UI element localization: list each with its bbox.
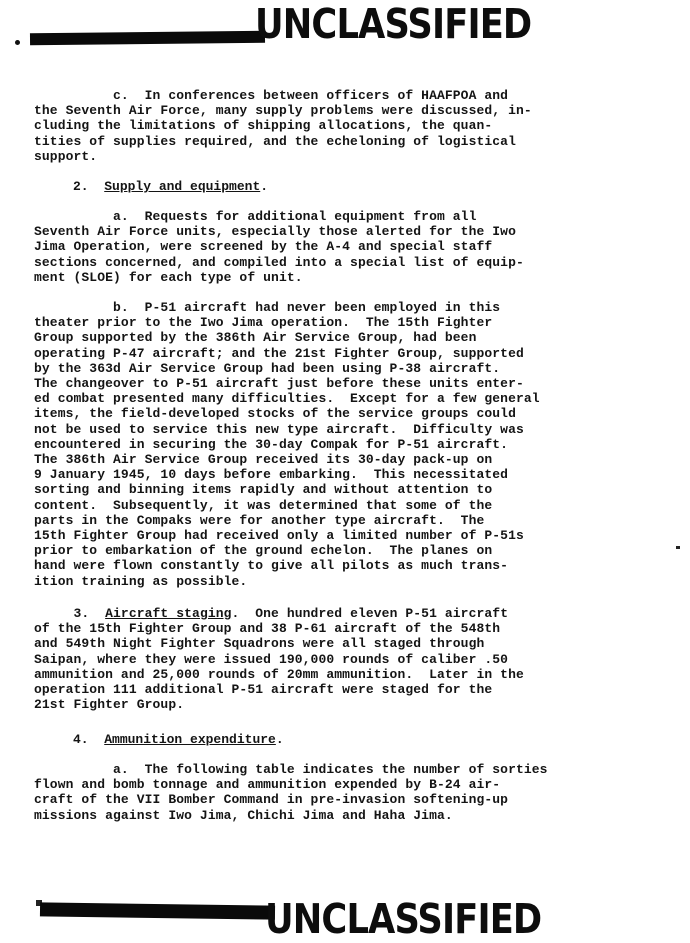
redaction-bar-bottom [40, 902, 275, 919]
section-3-paragraph: 3. Aircraft staging. One hundred eleven P-51 aircraft of the 15th Fighter Group and 38 P-61 aircraft of the 548th and 549th Night Fighter Squadrons were all staged through Saipan, where they were issued 190,000 rounds of caliber .50 ammunition and 25,000 rounds of 20mm ammunition. Later in the operation 111 additional P-51 aircraft were staged for the 21st Fighter Group. [34, 606, 524, 713]
paragraph-c: c. In conferences between officers of HAAFPOA and the Seventh Air Force, many supply problems were discussed, in- cluding the limitations of shipping allocations, the quan- tities of supplies required, and the echeloning of logistical support. [34, 88, 532, 164]
paragraph-4a: a. The following table indicates the number of sorties flown and bomb tonnage and ammunition expended by B-24 air- craft of the VII Bomber Command in pre-invasion softening-up missions against Iwo Jima, Chichi Jima and Haha Jima. [34, 762, 548, 823]
ink-speck [15, 40, 20, 45]
section-2-title: Supply and equipment [104, 179, 261, 194]
redaction-bar-top [30, 31, 265, 45]
section-4-heading: 4. Ammunition expenditure. [34, 732, 284, 747]
paragraph-2a: a. Requests for additional equipment from all Seventh Air Force units, especially those alerted for the Iwo Jima Operation, were screened by the A-4 and special staff sections concerned, and compiled into a special list of equip- ment (SLOE) for each type of unit. [34, 209, 524, 285]
paragraph-2b: b. P-51 aircraft had never been employed in this theater prior to the Iwo Jima operation. The 15th Fighter Group supported by the 386th Air Service Group, had been operating P-47 aircraft; and the 21st Fighter Group, supported by the 363d Air Service Group had been using P-38 aircraft. The changeover to P-51 aircraft just before these units enter- ed combat presented many difficulties. Except for a few general items, the field-developed stocks of the service groups could not be used to service this new type aircraft. Difficulty was encountered in securing the 30-day Compak for P-51 aircraft. The 386th Air Service Group received its 30-day pack-up on 9 January 1945, 10 days before embarking. This necessitated sorting and binning items rapidly and without attention to content. Subsequently, it was determined that some of the parts in the Compaks were for another type aircraft. The 15th Fighter Group had received only a limited number of P-51s prior to embarkation of the ground echelon. The planes on hand were flown constantly to give all pilots as much trans- ition training as possible. [34, 300, 540, 589]
section-4-title: Ammunition expenditure [104, 732, 276, 747]
section-2-heading: 2. Supply and equipment. [34, 179, 269, 194]
section-3-title: Aircraft staging [105, 606, 232, 621]
classification-stamp-bottom: UNCLASSIFIED [265, 895, 542, 943]
classification-stamp-top: UNCLASSIFIED [255, 0, 532, 48]
ink-speck [676, 546, 680, 549]
